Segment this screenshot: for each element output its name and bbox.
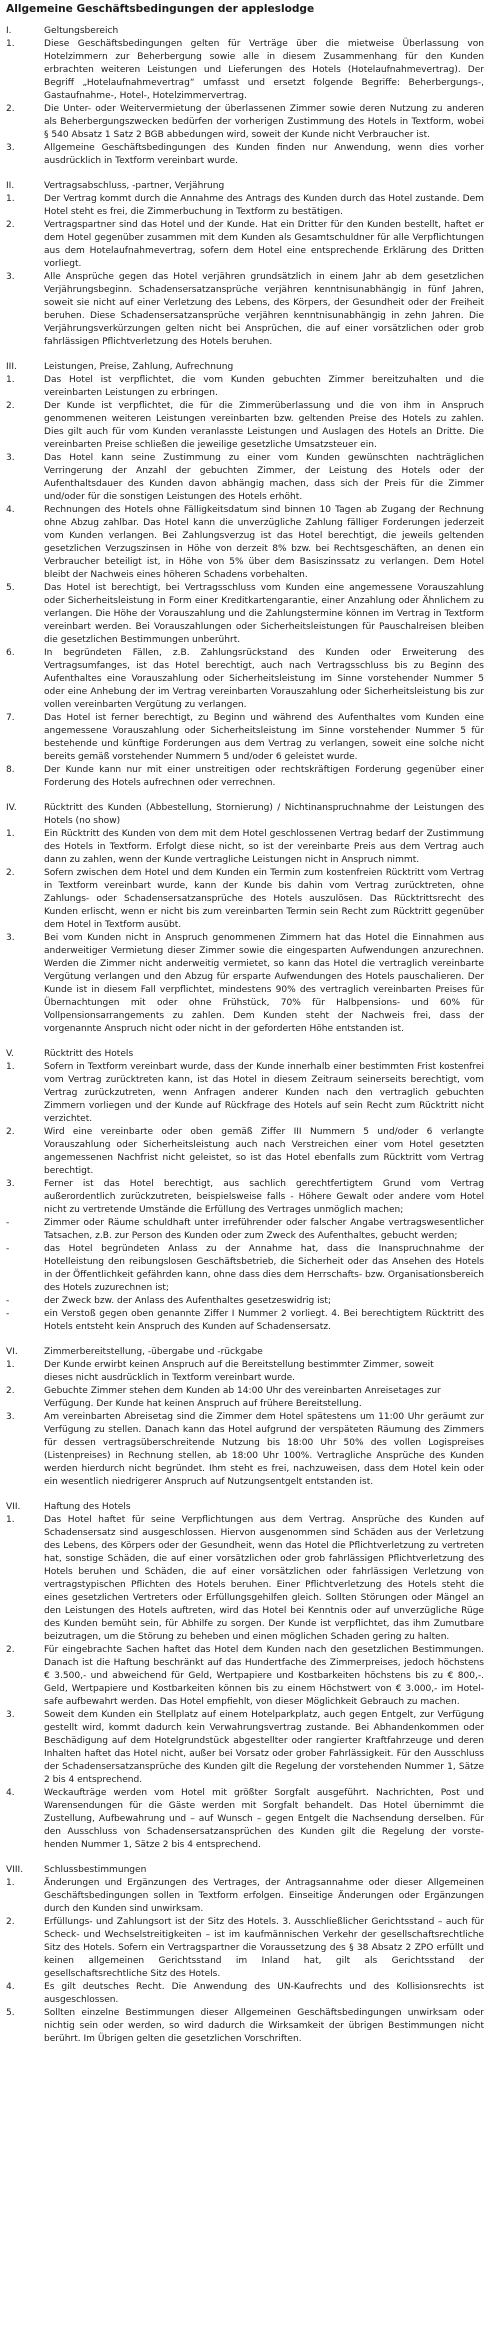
section-title: Geltungsbereich (44, 26, 119, 36)
paragraph (6, 1178, 484, 1217)
paragraph-text: Es gilt deutsches Recht. Die Anwendung des UN-Kaufrechts und des Kollisionsrechts ist ausgeschlossen. (44, 1982, 484, 2005)
section-number: I. (6, 26, 12, 36)
paragraph (6, 1787, 484, 1852)
paragraph-number: 1. (6, 1062, 15, 1072)
paragraph-number: 3. (6, 1710, 15, 1720)
document-title: Allgemeine Geschäftsbedingungen der appleslodge (6, 3, 315, 15)
section-number: II. (6, 181, 15, 191)
paragraph-text: Das Hotel ist berechtigt, bei Vertragsschluss vom Kunden eine angemessene Vorauszahlung oder Sicherheitsleistung in Form einer Kreditkartengarantie, einer Anzahlung oder Ähnlichem zu verlangen. Die Höhe der Vorauszahlung und die Zahlungstermine können im Vertrag in Textform vereinbart werden. Bei Vorauszahlungen oder Sicherheitsleistungen für Pauschalreisen bleiben die gesetzlichen Bestimmungen unberührt. (44, 583, 484, 645)
sections-container (6, 25, 484, 2046)
paragraph-text: Der Vertrag kommt durch die Annahme des Antrags des Kunden durch das Hotel zustande. Dem Hotel steht es frei, die Zimmerbuchung in Textform zu bestätigen. (44, 194, 484, 217)
paragraph (6, 1359, 484, 1372)
paragraph-number: - (6, 1218, 10, 1228)
section-title: Rücktritt des Hotels (44, 1049, 134, 1059)
paragraph-number: 1. (6, 375, 15, 385)
paragraph (6, 1916, 484, 1981)
section-2 (6, 180, 484, 349)
paragraph-text: Am vereinbarten Abreisetag sind die Zimmer dem Hotel spätestens um 11:00 Uhr geräumt zur Verfügung zu stellen. Danach kann das Hotel aufgrund der verspäteten Räumung des Zimmers für dessen vertragsüberschreitende Nutzung bis 18:00 Uhr 50% des vollen Logispreises (Listenpreises) in Rechnung stellen, ab 18:00 Uhr 100%. Vertragliche Ansprüche des Kunden werden hierdurch nicht begründet. Ihm steht es frei, nachzuweisen, dass dem Hotel kein oder ein wesentlich niedrigerer Anspruch auf Nutzungsentgelt entstanden ist. (44, 1412, 484, 1487)
paragraph-text: Der Kunde erwirbt keinen Anspruch auf die Bereitstellung bestimmter Zimmer, soweit (44, 1360, 434, 1370)
paragraph-number: - (6, 1244, 10, 1254)
paragraph-text: Änderungen und Ergänzungen des Vertrages, der Antragsannahme oder dieser Allgemeinen Geschäftsbedingungen sollen in Textform erfolgen. Einseitige Änderungen oder Ergänzungen durch den Kunden sind unwirksam. (44, 1878, 484, 1914)
section-heading (6, 1501, 484, 1514)
paragraph-number: 5. (6, 583, 15, 593)
paragraph-number: 2. (6, 868, 15, 878)
paragraph (6, 828, 484, 867)
paragraph-text: Der Kunde ist verpflichtet, die für die Zimmerüberlassung und die von ihm in Anspruch genommenen weiteren Leistungen vereinbarten bzw. geltenden Preise des Hotels zu zahlen. Dies gilt auch für vom Kunden veranlasste Leistungen und Auslagen des Hotels an Dritte. Die vereinbarten Preise schließen die jeweilige gesetzliche Umsatzsteuer ein. (44, 401, 484, 450)
paragraph-text: Das Hotel haftet für seine Verpflichtungen aus dem Vertrag. Ansprüche des Kunden auf Schadensersatz sind ausgeschlossen. Hiervon ausgenommen sind Schäden aus der Verletzung des Lebens, des Körpers oder der Gesundheit, wenn das Hotel die Pflichtverletzung zu vertreten hat, sonstige Schäden, die auf einer vorsätzlichen oder grob fahrlässigen Pflichtverletzung des Hotels beruhen und Schäden, die auf einer vorsätzlichen oder fahrlässigen Verletzung von vertragstypischen Pflichten des Hotels beruhen. Einer Pflichtverletzung des Hotels steht die eines gesetzlichen Vertreters oder Erfüllungsgehilfen gleich. Sollten Störungen oder Mängel an den Leistungen des Hotels auftreten, wird das Hotel bei Kenntnis oder auf unverzügliche Rüge des Kunden bemüht sein, für Abhilfe zu sorgen. Der Kunde ist verpflichtet, das ihm Zumutbare beizutragen, um die Störung zu beheben und einen möglichen Schaden gering zu halten. (44, 1515, 484, 1642)
paragraph-number: 3. (6, 143, 15, 153)
paragraph-number: 7. (6, 713, 15, 723)
paragraph-text: Der Kunde kann nur mit einer unstreitigen oder rechtskräftigen Forderung gegenüber einer Forderung des Hotels aufrechnen oder verrechnen. (44, 765, 484, 788)
paragraph (6, 867, 484, 932)
section-title: Leistungen, Preise, Zahlung, Aufrechnung (44, 362, 234, 372)
paragraph (6, 103, 484, 142)
paragraph (6, 712, 484, 764)
paragraph-text: Rechnungen des Hotels ohne Fälligkeitsdatum sind binnen 10 Tagen ab Zugang der Rechnung ohne Abzug zahlbar. Das Hotel kann die unverzügliche Zahlung fälliger Forderungen jederzeit vom Kunden verlangen. Bei Zahlungsverzug ist das Hotel berechtigt, die jeweils geltenden gesetzlichen Verzugszinsen in Höhe von derzeit 8% bzw. bei Rechtsgeschäften, an denen ein Verbraucher beteiligt ist, in Höhe von 5% über dem Basiszinssatz zu verlangen. Dem Hotel bleibt der Nachweis eines höheren Schadens vorbehalten. (44, 505, 484, 580)
paragraph-text: Verfügung. Der Kunde hat keinen Anspruch auf frühere Bereitstellung. (44, 1399, 362, 1409)
paragraph-number: 4. (6, 1788, 15, 1798)
paragraph-text: Zimmer oder Räume schuldhaft unter irreführender oder falscher Angabe vertragswesentlicher Tatsachen, z.B. zur Person des Kunden oder zum Zweck des Aufenthaltes, gebucht werden; (44, 1218, 484, 1241)
paragraph (6, 1385, 484, 1398)
paragraph (6, 1061, 484, 1126)
paragraph (6, 1709, 484, 1787)
paragraph (6, 400, 484, 452)
paragraph-text: Das Hotel ist verpflichtet, die vom Kunden gebuchten Zimmer bereitzuhalten und die vereinbarten Leistungen zu erbringen. (44, 375, 484, 398)
paragraph (6, 504, 484, 582)
section-4 (6, 802, 484, 1036)
paragraph-text: In begründeten Fällen, z.B. Zahlungsrückstand des Kunden oder Erweiterung des Vertragsumfanges, ist das Hotel berechtigt, auch nach Vertragsschluss bis zu Beginn des Aufenthaltes eine Vorauszahlung oder Sicherheitsleistung im Sinne vorstehender Nummer 5 oder eine Anhebung der im Vertrag vereinbarten Vorauszahlung oder Sicherheitsleistung bis zur vollen vereinbarten Vergütung zu verlangen. (44, 648, 484, 710)
paragraph-text: Wird eine vereinbarte oder oben gemäß Ziffer III Nummern 5 und/oder 6 verlangte Vorauszahlung oder Sicherheitsleistung auch nach Verstreichen einer vom Hotel gesetzten angemessenen Nachfrist nicht geleistet, so ist das Hotel ebenfalls zum Rücktritt vom Vertrag berechtigt. (44, 1127, 484, 1176)
paragraph-number: 1. (6, 1360, 15, 1370)
paragraph-text: Bei vom Kunden nicht in Anspruch genommenen Zimmern hat das Hotel die Einnahmen aus anderweitiger Vermietung dieser Zimmer sowie die eingesparten Aufwendungen anzurechnen. Werden die Zimmer nicht anderweitig vermietet, so kann das Hotel die vertraglich vereinbarte Vergütung verlangen und den Abzug für ersparte Aufwendungen des Hotels pauschalieren. Der Kunde ist in diesem Fall verpflichtet, mindestens 90% des vertraglich vereinbarten Preises für Übernachtungen mit oder ohne Frühstück, 70% für Halbpensions- und 60% für Vollpensionsarrangements zu zahlen. Dem Kunden steht der Nachweis frei, dass der vorgenannte Anspruch nicht oder nicht in der geforderten Höhe entstanden ist. (44, 933, 484, 1034)
paragraph (6, 647, 484, 712)
section-1 (6, 25, 484, 168)
paragraph-text: Sofern zwischen dem Hotel und dem Kunden ein Termin zum kostenfreien Rücktritt vom Vertrag in Textform vereinbart wurde, kann der Kunde bis dahin vom Vertrag zurücktreten, ohne Zahlungs- oder Schadensersatzansprüche des Hotels auszulösen. Das Rücktrittsrecht des Kunden erlischt, wenn er nicht bis zum vereinbarten Termin sein Recht zum Rücktritt gegenüber dem Hotel in Textform ausübt. (44, 868, 484, 930)
paragraph-number: 1. (6, 1515, 15, 1525)
paragraph-number: - (6, 1309, 10, 1319)
paragraph-text: Gebuchte Zimmer stehen dem Kunden ab 14:00 Uhr des vereinbarten Anreisetages zur (44, 1386, 441, 1396)
paragraph-text: Alle Ansprüche gegen das Hotel verjähren grundsätzlich in einem Jahr ab dem gesetzlichen Verjährungsbeginn. Schadensersatzansprüche verjähren kenntnisunabhängig in fünf Jahren, soweit sie nicht auf einer Verletzung des Lebens, des Körpers, der Gesundheit oder der Freiheit beruhen. Diese Schadensersatzansprüche verjähren kenntnisunabhängig in zehn Jahren. Die Verjährungsverkürzungen gelten nicht bei Ansprüchen, die auf einer vorsätzlichen oder grob fahrlässigen Pflichtverletzung des Hotels beruhen. (44, 272, 484, 347)
paragraph (6, 1295, 484, 1308)
paragraph-text: Allgemeine Geschäftsbedingungen des Kunden finden nur Anwendung, wenn dies vorher ausdrücklich in Textform vereinbart wurde. (44, 143, 484, 166)
section-heading (6, 1048, 484, 1061)
paragraph (6, 142, 484, 168)
paragraph-number: 4. (6, 505, 15, 515)
paragraph-number: 6. (6, 648, 15, 658)
paragraph-number: 2. (6, 104, 15, 114)
section-8 (6, 1864, 484, 2046)
paragraph (6, 1877, 484, 1916)
paragraph-number: 1. (6, 39, 15, 49)
section-number: VII. (6, 1502, 21, 1512)
paragraph-text: Das Hotel kann seine Zustimmung zu einer vom Kunden gewünschten nachträglichen Verringerung der Anzahl der gebuchten Zimmer, der Leistung des Hotels oder der Aufenthaltsdauer des Kunden davon abhängig machen, dass sich der Preis für die Zimmer und/oder für die sonstigen Leistungen des Hotels erhöht. (44, 453, 484, 502)
paragraph (6, 1981, 484, 2007)
paragraph (6, 38, 484, 103)
paragraph (6, 271, 484, 349)
paragraph-text: Sollten einzelne Bestimmungen dieser Allgemeinen Geschäftsbedingungen unwirksam oder nichtig sein oder werden, so wird dadurch die Wirksamkeit der übrigen Bestimmungen nicht berührt. Im Übrigen gelten die gesetzlichen Vorschriften. (44, 2008, 484, 2044)
paragraph-number: 2. (6, 1127, 15, 1137)
paragraph-text: der Zweck bzw. der Anlass des Aufenthaltes gesetzeswidrig ist; (44, 1296, 331, 1306)
paragraph-number: 2. (6, 401, 15, 411)
paragraph-number (6, 1398, 44, 1411)
section-number: VI. (6, 1347, 18, 1357)
paragraph-text: Weckaufträge werden vom Hotel mit größter Sorgfalt ausgeführt. Nachrichten, Post und Warensendungen für die Gäste werden mit Sorgfalt behandelt. Das Hotel übernimmt die Zustellung, Aufbewahrung und – auf Wunsch – gegen Entgelt die Nachsendung derselben. Für den Ausschluss von Schadensersatzansprüchen des Kunden gilt die Regelung der vorste- henden Nummer 1, Sätze 2 bis 4 entsprechend. (44, 1788, 484, 1850)
paragraph-text: dieses nicht ausdrücklich in Textform vereinbart wurde. (44, 1373, 296, 1383)
section-heading (6, 180, 484, 193)
paragraph-text: Das Hotel ist ferner berechtigt, zu Beginn und während des Aufenthaltes vom Kunden eine angemessene Vorauszahlung oder Sicherheitsleistung im Sinne vorstehender Nummer 5 für bestehende und künftige Forderungen aus dem Vertrag zu verlangen, soweit eine solche nicht bereits gemäß vorstehender Nummern 5 und/oder 6 geleistet wurde. (44, 713, 484, 762)
paragraph-text: das Hotel begründeten Anlass zu der Annahme hat, dass die Inanspruchnahme der Hotelleistung den reibungslosen Geschäftsbetrieb, die Sicherheit oder das Ansehen des Hotels in der Öffentlichkeit gefährden kann, ohne dass dies dem Herrschafts- bzw. Organisationsbereich des Hotels zuzurechnen ist; (44, 1244, 484, 1293)
paragraph (6, 1644, 484, 1709)
paragraph-number: 3. (6, 272, 15, 282)
section-title: Haftung des Hotels (44, 1502, 131, 1512)
paragraph-text: Soweit dem Kunden ein Stellplatz auf einem Hotelparkplatz, auch gegen Entgelt, zur Verfügung gestellt wird, kommt dadurch kein Verwahrungsvertrag zustande. Bei Abhandenkommen oder Beschädigung auf dem Hotelgrundstück abgestellter oder rangierter Kraftfahrzeuge und deren Inhalten haftet das Hotel nicht, außer bei Vorsatz oder grober Fahrlässigkeit. Für den Ausschluss der Schadensersatzansprüche des Kunden gilt die Regelung der vorstehenden Nummer 1, Sätze 2 bis 4 entsprechend. (44, 1710, 484, 1785)
paragraph-number: 4. (6, 1982, 15, 1992)
section-heading (6, 1864, 484, 1877)
paragraph-number (6, 1372, 44, 1385)
paragraph (6, 374, 484, 400)
paragraph-number: 3. (6, 1179, 15, 1189)
paragraph-text: Die Unter- oder Weitervermietung der überlassenen Zimmer sowie deren Nutzung zu anderen als Beherbergungszwecken bedürfen der vorherigen Zustimmung des Hotels in Textform, wobei § 540 Absatz 1 Satz 2 BGB abbedungen wird, soweit der Kunde nicht Verbraucher ist. (44, 104, 484, 140)
section-title: Vertragsabschluss, -partner, Verjährung (44, 181, 225, 191)
paragraph (6, 193, 484, 219)
paragraph (6, 1217, 484, 1243)
paragraph-text: Vertragspartner sind das Hotel und der Kunde. Hat ein Dritter für den Kunden bestellt, haftet er dem Hotel gegenüber zusammen mit dem Kunden als Gesamtschuldner für alle Verpflichtungen aus dem Hotelaufnahmevertrag, sofern dem Hotel eine entsprechende Erklärung des Dritten vorliegt. (44, 220, 484, 269)
paragraph-number: 3. (6, 1412, 15, 1422)
section-title: Schlussbestimmungen (44, 1865, 147, 1875)
paragraph (6, 1514, 484, 1644)
paragraph-text: Diese Geschäftsbedingungen gelten für Verträge über die mietweise Überlassung von Hotelzimmern zur Beherbergung sowie alle in diesem Zusammenhang für den Kunden erbrachten weiteren Leistungen und Lieferungen des Hotels (Hotelaufnahmevertrag). Der Begriff „Hotelaufnahmevertrag“ umfasst und ersetzt folgende Begriffe: Beherbergungs-, Gastaufnahme-, Hotel-, Hotelzimmervertrag. (44, 39, 484, 101)
paragraph (6, 2007, 484, 2046)
paragraph (6, 932, 484, 1036)
paragraph (6, 1126, 484, 1178)
section-heading (6, 802, 484, 828)
section-number: IV. (6, 803, 17, 813)
paragraph-text: Sofern in Textform vereinbart wurde, dass der Kunde innerhalb einer bestimmten Frist kostenfrei vom Vertrag zurücktreten kann, ist das Hotel in diesem Zeitraum seinerseits berechtigt, vom Vertrag zurückzutreten, wenn Anfragen anderer Kunden nach den vertraglich gebuchten Zimmern vorliegen und der Kunde auf Rückfrage des Hotels auf sein Recht zum Rücktritt nicht verzichtet. (44, 1062, 484, 1124)
section-number: III. (6, 362, 17, 372)
paragraph-number: 1. (6, 194, 15, 204)
section-number: VIII. (6, 1865, 24, 1875)
paragraph-number: 8. (6, 765, 15, 775)
paragraph-number: 3. (6, 933, 15, 943)
paragraph-number: 1. (6, 829, 15, 839)
paragraph-number: 5. (6, 2008, 15, 2018)
section-title: Rücktritt des Kunden (Abbestellung, Stornierung) / Nichtinanspruchnahme der Leistungen des Hotels (no show) (44, 803, 484, 826)
paragraph (6, 1243, 484, 1295)
paragraph-text: Ein Rücktritt des Kunden von dem mit dem Hotel geschlossenen Vertrag bedarf der Zustimmung des Hotels in Textform. Erfolgt diese nicht, so ist der vereinbarte Preis aus dem Vertrag auch dann zu zahlen, wenn der Kunde vertragliche Leistungen nicht in Anspruch nimmt. (44, 829, 484, 865)
paragraph-text: Erfüllungs- und Zahlungsort ist der Sitz des Hotels. 3. Ausschließlicher Gerichtsstand – auch für Scheck- und Wechselstreitigkeiten – ist im kaufmännischen Verkehr der gesellschaftsrechtliche Sitz des Hotels. Sofern ein Vertragspartner die Voraussetzung des § 38 Absatz 2 ZPO erfüllt und keinen allgemeinen Gerichtsstand im Inland hat, gilt als Gerichtsstand der gesellschaftsrechtliche Sitz des Hotels. (44, 1917, 484, 1979)
section-7 (6, 1501, 484, 1852)
paragraph (6, 452, 484, 504)
paragraph-number: 2. (6, 1645, 15, 1655)
paragraph (6, 1411, 484, 1489)
section-heading (6, 1346, 484, 1359)
section-6 (6, 1346, 484, 1489)
section-heading (6, 361, 484, 374)
paragraph-number: 3. (6, 453, 15, 463)
paragraph-number: 2. (6, 1386, 15, 1396)
paragraph-number: 1. (6, 1878, 15, 1888)
paragraph-number: 2. (6, 220, 15, 230)
section-heading (6, 25, 484, 38)
section-title: Zimmerbereitstellung, -übergabe und -rückgabe (44, 1347, 263, 1357)
paragraph-text: Für eingebrachte Sachen haftet das Hotel dem Kunden nach den gesetzlichen Bestimmungen. Danach ist die Haftung beschränkt auf das Hundertfache des Zimmerpreises, jedoch höchstens € 3.500,- und abweichend für Geld, Wertpapiere und Kostbarkeiten höchstens bis zu € 800,-. Geld, Wertpapiere und Kostbarkeiten können bis zu einem Höchstwert von € 3.000,- im Hotel- safe aufbewahrt werden. Das Hotel empfiehlt, von dieser Möglichkeit Gebrauch zu machen. (44, 1645, 484, 1707)
paragraph (6, 219, 484, 271)
section-5 (6, 1048, 484, 1334)
paragraph (6, 582, 484, 647)
paragraph-text: ein Verstoß gegen oben genannte Ziffer I Nummer 2 vorliegt. 4. Bei berechtigtem Rücktritt des Hotels entsteht kein Anspruch des Kunden auf Schadensersatz. (44, 1309, 484, 1332)
paragraph (6, 1372, 484, 1385)
section-3 (6, 361, 484, 790)
paragraph (6, 764, 484, 790)
paragraph (6, 1308, 484, 1334)
section-number: V. (6, 1049, 14, 1059)
paragraph-number: - (6, 1296, 10, 1306)
paragraph-number: 2. (6, 1917, 15, 1927)
paragraph-text: Ferner ist das Hotel berechtigt, aus sachlich gerechtfertigtem Grund vom Vertrag außerordentlich zurückzutreten, beispielsweise falls - Höhere Gewalt oder andere vom Hotel nicht zu vertretende Umstände die Erfüllung des Vertrages unmöglich machen; (44, 1179, 484, 1215)
paragraph (6, 1398, 484, 1411)
